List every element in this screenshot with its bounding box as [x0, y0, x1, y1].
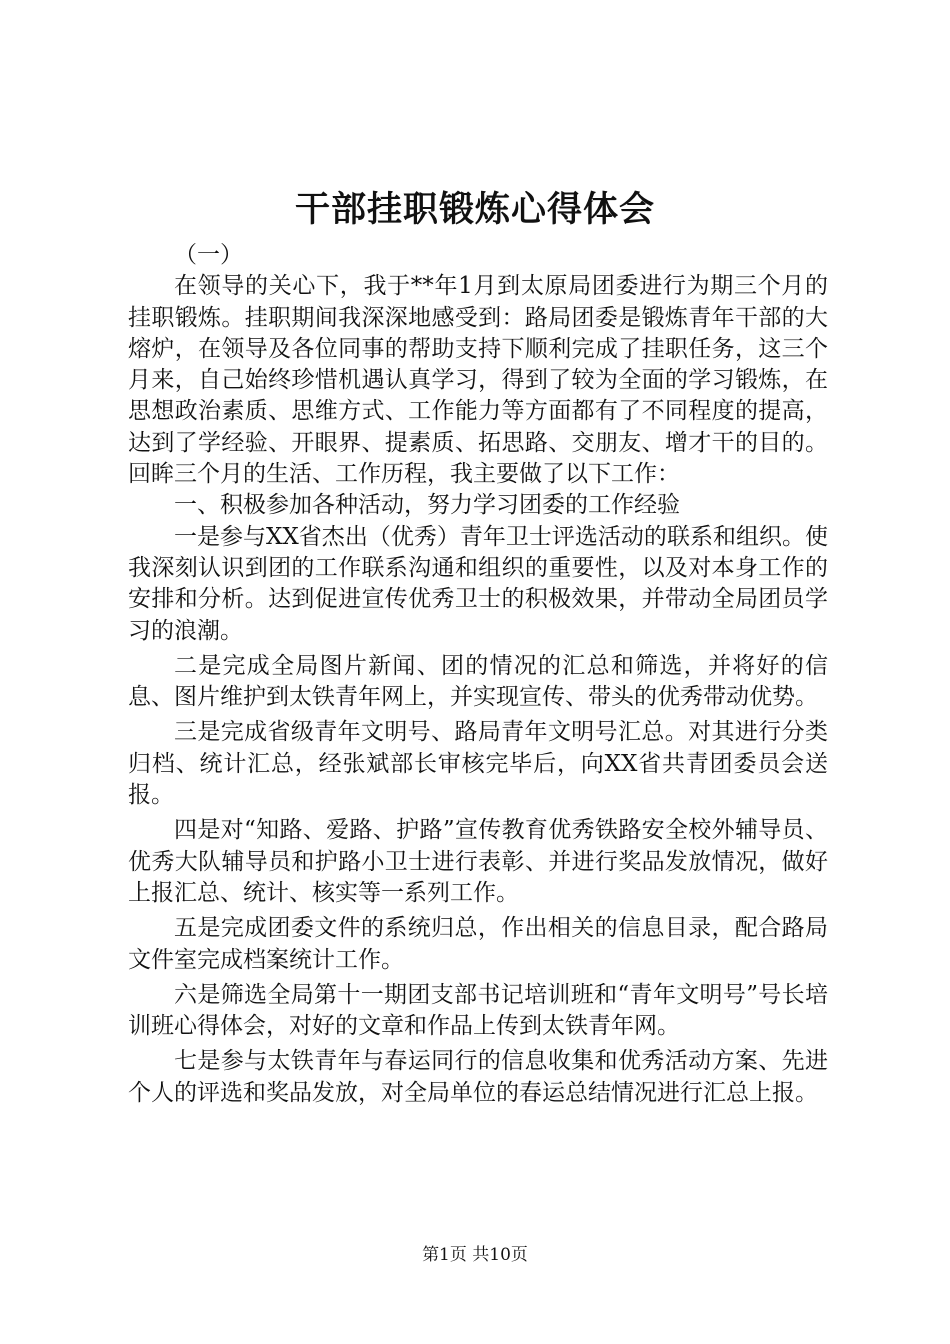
paragraph-intro: 在领导的关心下，我于**年1月到太原局团委进行为期三个月的挂职锻炼。挂职期间我深深地感受到：路局团委是锻炼青年干部的大熔炉，在领导及各位同事的帮助支持下顺利完成了挂职任务，这三个月来，自己始终珍惜机遇认真学习，得到了较为全面的学习锻炼，在思想政治素质、思维方式、工作能力等方面都有了不同程度的提高，达到了学经验、开眼界、提素质、拓思路、交朋友、增才干的目的。回眸三个月的生活、工作历程，我主要做了以下工作：	[128, 273, 828, 488]
section-marker: （一）	[174, 242, 243, 268]
paragraph-item-3: 三是完成省级青年文明号、路局青年文明号汇总。对其进行分类归档、统计汇总，经张斌部长审核完毕后，向XX省共青团委员会送报。	[128, 719, 828, 809]
paragraph-item-1: 一是参与XX省杰出（优秀）青年卫士评选活动的联系和组织。使我深刻认识到团的工作联系沟通和组织的重要性，以及对本身工作的安排和分析。达到促进宣传优秀卫士的积极效果，并带动全局团员学习的浪潮。	[128, 523, 828, 644]
paragraph-item-4: 四是对“知路、爱路、护路”宣传教育优秀铁路安全校外辅导员、优秀大队辅导员和护路小卫士进行表彰、并进行奖品发放情况，做好上报汇总、统计、核实等一系列工作。	[128, 817, 828, 906]
document-body	[128, 240, 828, 1109]
page-footer: 第1页 共10页	[422, 1245, 528, 1265]
paragraph-item-7: 七是参与太铁青年与春运同行的信息收集和优秀活动方案、先进个人的评选和奖品发放，对全局单位的春运总结情况进行汇总上报。	[128, 1048, 828, 1106]
paragraph-item-2: 二是完成全局图片新闻、团的情况的汇总和筛选，并将好的信息、图片维护到太铁青年网上，并实现宣传、带头的优秀带动优势。	[128, 652, 828, 711]
paragraph-heading: 一、积极参加各种活动，努力学习团委的工作经验	[174, 492, 680, 519]
paragraph-item-5: 五是完成团委文件的系统归总，作出相关的信息目录，配合路局文件室完成档案统计工作。	[128, 915, 828, 973]
document-title: 干部挂职锻炼心得体会	[294, 189, 655, 230]
paragraph-item-6: 六是筛选全局第十一期团支部书记培训班和“青年文明号”号长培训班心得体会，对好的文章和作品上传到太铁青年网。	[128, 981, 828, 1040]
